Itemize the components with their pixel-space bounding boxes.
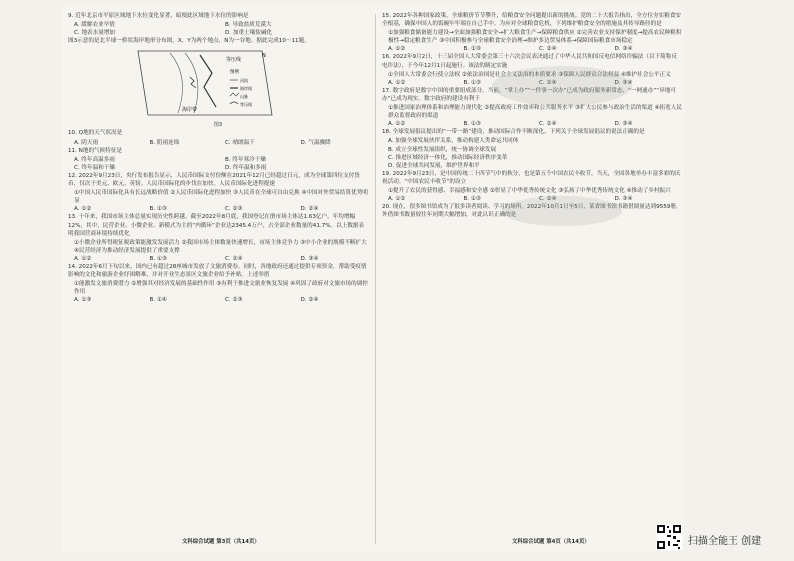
question-17: 17. 数字政府是数字中国的重要组成部分。当前，“掌上办”“一件事一次办”已成为政府服务新常态，“一网通办”“异地可办”已成为现实。数字政府的建设有利于 (382, 87, 676, 102)
north-label: N (262, 53, 266, 60)
qr-code-icon (656, 524, 682, 550)
q11-options-2 (68, 164, 368, 172)
option: C. 晴朗温干 (225, 139, 255, 146)
legend-item: 山脉 (240, 94, 248, 100)
scanner-watermark: 扫描全能王 创建 (688, 536, 762, 547)
legend-item: 河流 (240, 78, 248, 84)
question-12: 12. 2022年9月23日，央行发布报告显示，人民币国际支付份额在2021年12月已经超过日元，成为全球第四位支付货币，仅次于美元、欧元、英镑。人民币国际化的步伐在加快。人民币国际化进程提速 (68, 172, 360, 188)
scan-smudge (492, 66, 632, 106)
option: D. ③④ (300, 255, 319, 262)
question-19: 19. 2022年9月23日，是中国传统二十四节气中的秋分，也是第五个中国农民丰收节。当天，全国各地举办丰富多彩的庆祝活动。“中国农民丰收节”的设立 (382, 170, 681, 185)
coastal-map (130, 47, 280, 119)
scan-smudge (502, 196, 622, 226)
exam-sheet (62, 6, 684, 551)
option: B. ①③ (149, 255, 167, 262)
q12-options (68, 205, 368, 213)
intro-10-11: 图3示意的是北半球一桥状海岸地形分布图，X、Y为两个地点，N为一谷地。据此完成10～11题。 (68, 38, 310, 45)
question-15: 15. 2022年各种国家政策，全球粮价节节攀升，给粮食安全问题提出新的挑战。党的二十大报告指出，全方位夯实粮食安全根基，确保中国人的饭碗牢牢端在自己手中。为应对全球粮食危机，下列维护粮食安全的措施及其传导路径的是 (382, 13, 682, 28)
legend-item: 海岸线 (240, 86, 252, 92)
q19-items: ①提升了农民的获得感、幸福感和安全感 ②彰显了中华优秀传统文化 ③弘扬了中华优秀传统文化 ④推动了乡村振兴 (388, 187, 671, 194)
q13-items: ①小微企业所得税征税政策能激发发展活力 ②我国市场主体数量快速增长，市场主体竞争力 ③中小企业的规模不断扩大 ④民营经济为推动经济发展提供了重要支撑 (74, 239, 367, 254)
option: D. ②④ (300, 297, 319, 304)
option: A. 缓解农业旱情 (74, 22, 115, 29)
q15-options (382, 45, 682, 53)
q11-options (68, 156, 368, 164)
q13-options (68, 255, 368, 263)
q17-options (382, 120, 682, 128)
option: C. ②④ (225, 255, 243, 262)
option: C. ②④ (539, 121, 557, 128)
legend-item: 等压线 (240, 102, 252, 108)
q14-items: ①能激发文旅消费潜力 ②增强其对经济发展的基础性作用 ③有利于推进文旅业恢复发展 ④巩固了政府对文旅市场的调控作用 (74, 281, 368, 296)
q15-items: ①加强粮食储备能力建设→全面加强粮食安全→扩大粮食生产→保障粮食供应 ②完善农业支持保护制度→提高农民种粮积极性→稳定粮食生产 ③中国积极参与全球粮食安全治理→维护多边贸易体系→保障国际粮食市场稳定 (388, 30, 682, 45)
question-20: 20. 现在，很多图书馆成为了很多读者阅读、学习的场所。2022年10月1日至5日，某省图书馆书籍借阅量达到9559册，外借图书数量较往年同期大幅增加，对此认识正确的是 (382, 204, 682, 219)
coast-label: 海岸带 (182, 107, 198, 114)
page-footer-left: 文科综合试题 第3页（共14页） (182, 539, 260, 545)
option: C. ②③ (225, 206, 243, 213)
iso-label: 等压线 (226, 57, 242, 64)
question-16: 16. 2022年9月2日，十三届全国人大常委会第三十六次会议表决通过了中华人民共和国反电信网络诈骗法（以下简称反电诈法），于今年12月1日起施行。该法的制定实施 (382, 54, 677, 69)
option: B. 终年寒冷干燥 (225, 156, 266, 163)
option: A. ①② (74, 255, 92, 262)
q17-items: ①推进国家治理体系和治理能力现代化 ②提高政府工作效率和公共服务水平 ③扩大公民参与政治生活的渠道 ④拓宽人民群众监督政府的渠道 (388, 105, 682, 120)
option: C. ②④ (539, 79, 557, 86)
option: C. ②④ (539, 196, 557, 203)
option: D. 气温骤降 (300, 139, 331, 146)
question-9: 9. 近年北京市平原区域地下水位变化显著，暗埂此区域地下水位的影响是 (68, 13, 249, 19)
q16-items: ①全国人大常委会行使立法权 ②依法治国是社会主义法治的本质要求 ③保障人民群众合法权益 ④维护社会公平正义 (388, 71, 671, 78)
column-divider (375, 14, 376, 544)
option: A. 加强全球发展伙伴关系，推动构建人类命运共同体 (388, 138, 519, 145)
q10-options (68, 139, 368, 147)
left-column (68, 12, 368, 304)
q12-items: ①中国人民币国际化具有长远战略价值 ②人民币国际化进程加快 ③人民币在全球可自由兑换 ④中国对外贸易结算优势明显 (74, 190, 368, 205)
option: D. ③④ (614, 79, 633, 86)
option: B. ①③ (149, 206, 167, 213)
question-14: 14. 2022年6月下旬以来，国内已有超过28座城市发放了文旅消费券。同时，各地政府还通过提供专项资金，帮助受疫情影响的文化和旅游企业纾困解难，并对开业生态景区文旅企业给予补贴。上述举措 (68, 263, 367, 279)
q9-options (68, 21, 368, 29)
q9-options-2 (68, 29, 368, 37)
right-column (382, 12, 682, 220)
q14-options (68, 296, 368, 304)
question-13: 13. 十年来，我国市场主体总量实现历史性跨越。截至2022年8月底，我国登记在册市场主体达1.63亿户，年均增幅12%，其中，民营企业、小微企业、新模式为主的“内循环”企业达2345.4万户，占全部企业数量的41.7%。以上数据表明我国营商环境持续优化 (68, 214, 365, 237)
option: D. ②④ (300, 206, 319, 213)
option: D. 加重土壤盐碱化 (225, 30, 273, 37)
option: D. 促进全球共同发展，维护世界和平 (388, 162, 480, 169)
option: A. ①② (388, 46, 406, 53)
figure-3 (130, 47, 280, 119)
option: A. ①③ (74, 297, 92, 304)
option: B. 阴雨连绵 (149, 139, 180, 146)
option: A. 阴天雨 (74, 139, 99, 146)
legend-title: 图例 (230, 70, 239, 76)
option: D. 终年温和多雨 (225, 164, 267, 171)
option: C. ②③ (225, 297, 243, 304)
option: A. ①② (388, 196, 406, 203)
option: B. 导致盐质荒漠大 (225, 22, 272, 29)
option: C. 推进区域经济一体化，推动国际经济秩序变革 (388, 154, 508, 161)
question-18: 18. 全球发展倡议提出的“一带一路”建设，推动国际合作不断深化。下列关于全球发展倡议的说法正确的是 (382, 129, 645, 136)
option: A. ①② (388, 79, 406, 86)
option: B. ①③ (463, 196, 481, 203)
option: C. 地表水量增加 (74, 30, 116, 37)
option: B. ①③ (463, 46, 481, 53)
option: A. ①② (388, 121, 406, 128)
question-11: 11. N地的气候特征是 (68, 147, 123, 154)
option: B. ①④ (149, 297, 167, 304)
option: A. ①② (74, 206, 92, 213)
option: D. ③④ (614, 121, 633, 128)
option: B. 成立全球性发展组织，统一协调全球发展 (388, 146, 497, 153)
question-10: 10. Q地的天气状况是 (68, 130, 123, 137)
option: A. 终年高温多雨 (74, 156, 115, 163)
option: D. ③④ (614, 46, 633, 53)
option: C. ②④ (539, 46, 557, 53)
figure-caption: 图3 (213, 122, 223, 129)
option: D. ③④ (614, 196, 633, 203)
option: B. ①③ (463, 121, 481, 128)
page-footer-right: 文科综合试题 第4页（共14页） (512, 539, 590, 545)
option: C. 终年温和干燥 (74, 164, 116, 171)
option: B. ①③ (463, 79, 481, 86)
